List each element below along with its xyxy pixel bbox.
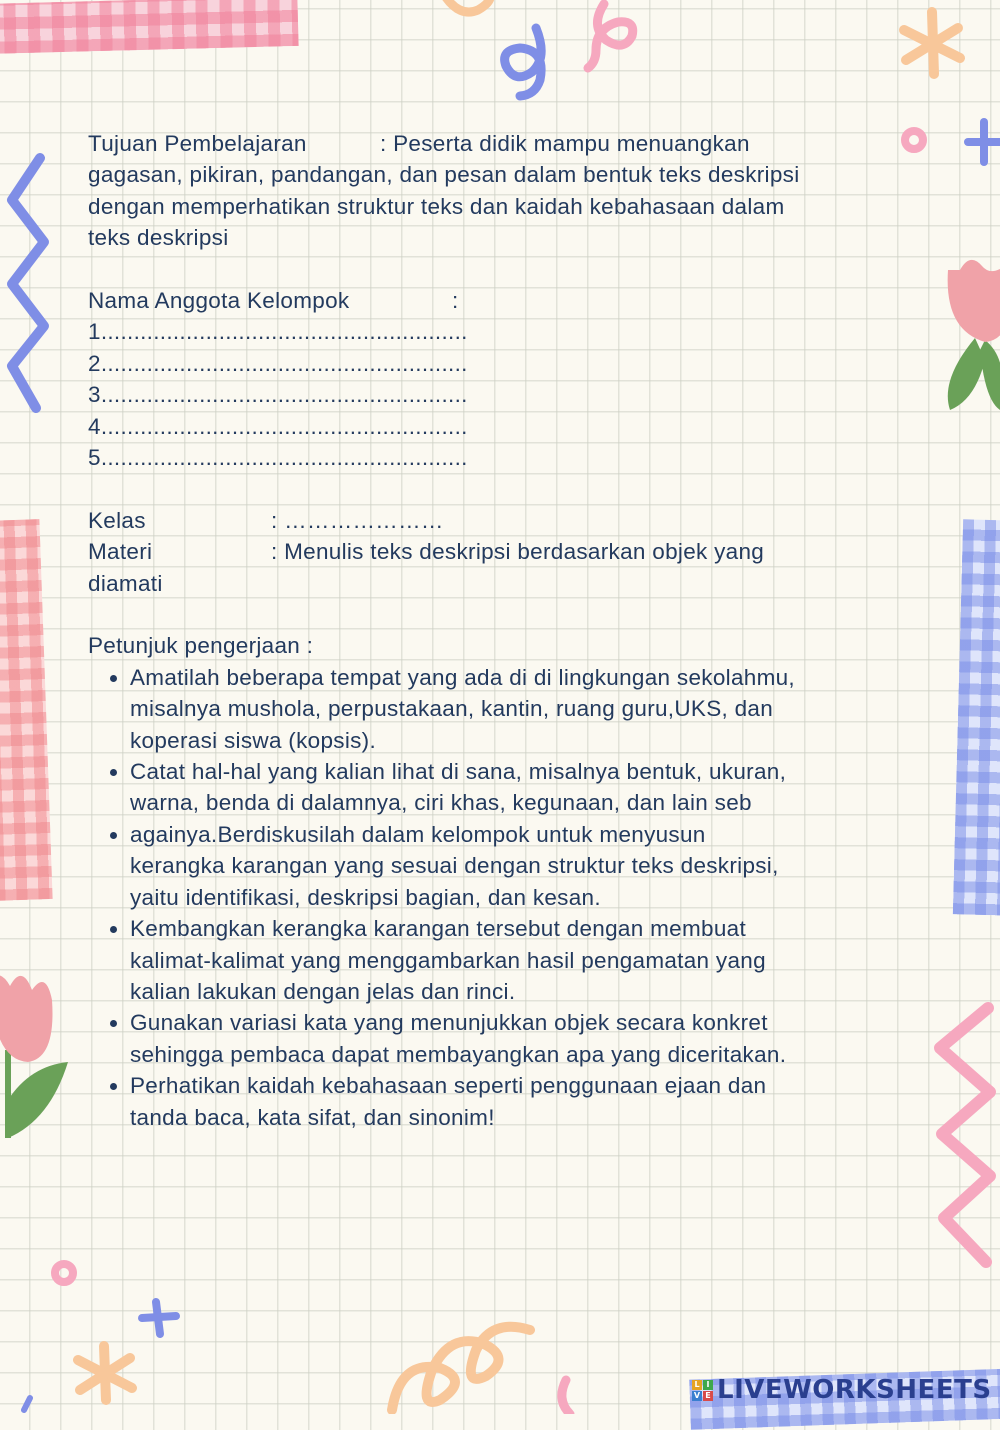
- plus-icon: [968, 122, 1000, 162]
- learning-objective-line: dengan memperhatikan struktur teks dan kaidah kebahasaan dalam: [88, 193, 785, 219]
- squiggle-icon: [12, 158, 44, 408]
- instruction-item: [130, 1007, 928, 1070]
- spacer: [88, 254, 928, 285]
- squiggle-icon: [24, 1398, 30, 1410]
- learning-objective-row: [88, 128, 928, 159]
- tulip-icon: [0, 975, 68, 1138]
- member-field-5[interactable]: 5........................................................: [88, 445, 468, 471]
- instruction-line: kerangka karangan yang sesuai dengan struktur teks deskripsi,: [130, 853, 779, 879]
- class-row: [88, 505, 928, 536]
- instruction-item: [130, 913, 928, 1007]
- logo-letter: V: [693, 1390, 701, 1400]
- sparkle-star-icon: [904, 12, 960, 74]
- instruction-line: • againya.Berdiskusilah dalam kelompok untuk menyusun: [130, 821, 706, 847]
- instruction-item: [130, 1070, 928, 1133]
- class-label: Kelas: [88, 507, 146, 533]
- squiggle-icon: [940, 1008, 990, 1262]
- swirl-icon: [588, 4, 633, 68]
- instruction-item: [130, 756, 928, 819]
- swirl-icon: [562, 1380, 570, 1414]
- group-members-label: Nama Anggota Kelompok: [88, 288, 350, 314]
- instruction-line: • Catat hal-hal yang kalian lihat di sana, misalnya bentuk, ukuran,: [130, 759, 787, 785]
- instruction-line: warna, benda di dalamnya, ciri khas, kegunaan, dan lain seb: [130, 790, 752, 816]
- member-field-4[interactable]: 4........................................................: [88, 413, 468, 439]
- instructions-heading: Petunjuk pengerjaan :: [88, 633, 314, 659]
- ring-dot-icon: [55, 1264, 73, 1282]
- plus-icon: [142, 1302, 176, 1334]
- instruction-item: [130, 819, 928, 913]
- spacer: [88, 599, 928, 630]
- material-text: : Menulis teks deskripsi berdasarkan objek yang: [271, 539, 765, 565]
- group-members-row: [88, 285, 928, 316]
- instruction-line: • Perhatikan kaidah kebahasaan seperti penggunaan ejaan dan: [130, 1073, 767, 1099]
- instruction-line: • Kembangkan kerangka karangan tersebut dengan membuat: [130, 916, 747, 942]
- liveworksheets-watermark[interactable]: [692, 1374, 992, 1406]
- sparkle-star-icon: [78, 1346, 132, 1400]
- watermark-text: LIVEWORKSHEETS: [717, 1375, 992, 1405]
- instruction-line: kalimat-kalimat yang menggambarkan hasil pengamatan yang: [130, 947, 766, 973]
- instruction-line: sehingga pembaca dapat membayangkan apa yang diceritakan.: [130, 1041, 787, 1067]
- member-field-2[interactable]: 2........................................................: [88, 350, 468, 376]
- instructions-list: [88, 662, 928, 1133]
- instruction-line: yaitu identifikasi, deskripsi bagian, dan kesan.: [130, 884, 601, 910]
- learning-objective-line: teks deskripsi: [88, 225, 229, 251]
- worksheet-body: [88, 128, 928, 1133]
- group-members-colon: :: [452, 288, 459, 314]
- swirl-icon: [505, 28, 542, 96]
- learning-objective-text: : Peserta didik mampu menuangkan: [380, 131, 750, 156]
- material-label: Materi: [88, 539, 153, 565]
- member-field-3[interactable]: 3........................................................: [88, 382, 468, 408]
- material-row: [88, 536, 928, 567]
- instruction-line: tanda baca, kata sifat, dan sinonim!: [130, 1104, 495, 1130]
- learning-objective-label: Tujuan Pembelajaran: [88, 131, 307, 156]
- member-field-1[interactable]: 1........................................................: [88, 319, 468, 345]
- logo-letter: E: [703, 1391, 713, 1401]
- tulip-icon: [948, 260, 1000, 410]
- learning-objective-line: gagasan, pikiran, pandangan, dan pesan dalam bentuk teks deskripsi: [88, 162, 800, 188]
- class-field[interactable]: : …………………: [271, 507, 444, 533]
- swirl-icon: [392, 1327, 530, 1410]
- swirl-icon: [445, 0, 490, 12]
- liveworksheets-logo-icon: [692, 1380, 713, 1401]
- logo-letter: I: [703, 1380, 713, 1390]
- instruction-line: misalnya mushola, perpustakaan, kantin, ruang guru,UKS, dan: [130, 696, 774, 722]
- instruction-line: kalian lakukan dengan jelas dan rinci.: [130, 978, 516, 1004]
- logo-letter: L: [692, 1380, 702, 1390]
- instruction-item: [130, 662, 928, 756]
- instruction-line: • Amatilah beberapa tempat yang ada di di lingkungan sekolahmu,: [130, 664, 795, 690]
- instruction-line: • Gunakan variasi kata yang menunjukkan objek secara konkret: [130, 1010, 768, 1036]
- material-text-continuation: diamati: [88, 570, 163, 596]
- instruction-line: koperasi siswa (kopsis).: [130, 727, 377, 753]
- spacer: [88, 473, 928, 504]
